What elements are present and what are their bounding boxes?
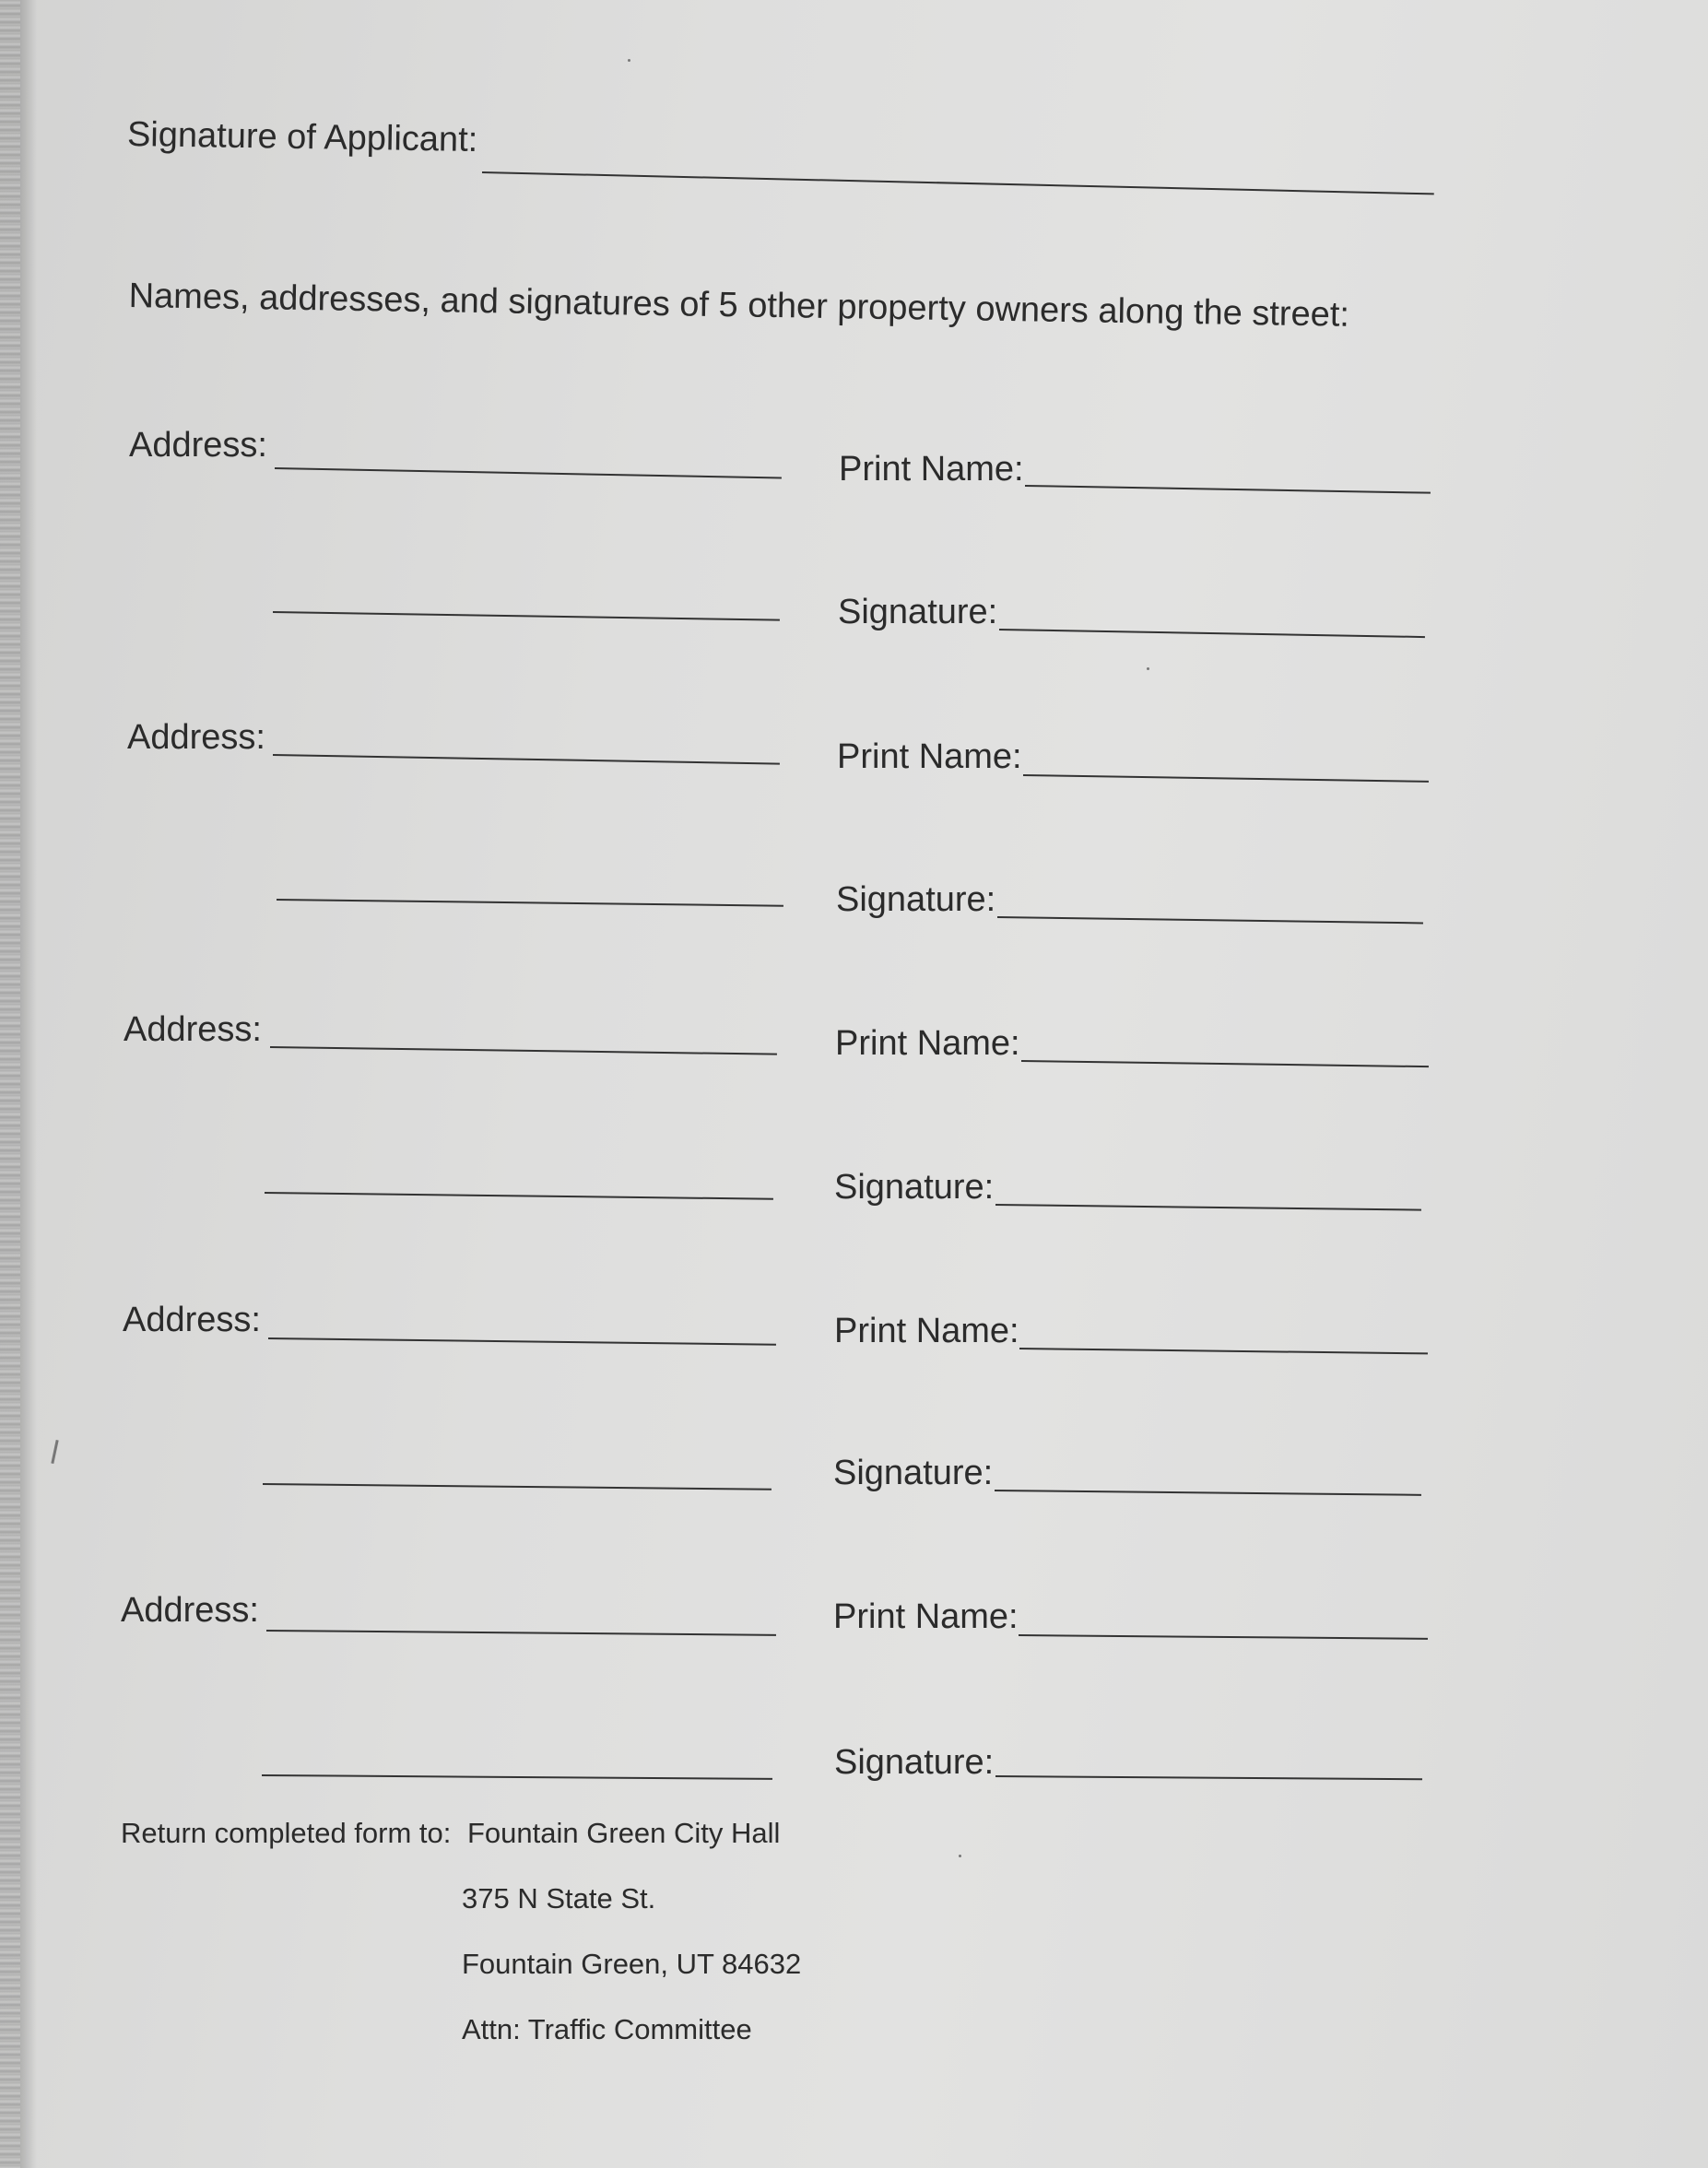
return-address-line: Attn: Traffic Committee	[462, 2013, 752, 2045]
address-line-2[interactable]	[263, 1483, 772, 1490]
paper-edge	[0, 0, 20, 2168]
address-label: Address:	[129, 426, 267, 465]
paper-edge-shadow	[20, 0, 37, 2168]
print-name-line[interactable]	[1021, 1060, 1429, 1067]
print-name-line[interactable]	[1025, 485, 1431, 494]
address-line-1[interactable]	[273, 754, 780, 765]
paper-speck	[1147, 667, 1149, 670]
return-address-line: 375 N State St.	[462, 1882, 656, 1915]
print-name-label: Print Name:	[839, 450, 1024, 489]
address-label: Address:	[123, 1301, 261, 1339]
address-line-1[interactable]	[266, 1630, 776, 1636]
address-line-2[interactable]	[273, 611, 780, 621]
address-label: Address:	[127, 718, 265, 757]
print-name-label: Print Name:	[837, 737, 1022, 776]
signature-label: Signature:	[834, 1168, 995, 1207]
signature-line[interactable]	[995, 1775, 1422, 1780]
address-line-1[interactable]	[268, 1337, 776, 1346]
address-line-1[interactable]	[275, 467, 782, 479]
paper-speck	[628, 59, 630, 62]
print-name-label: Print Name:	[835, 1024, 1020, 1063]
return-label: Return completed form to:	[121, 1817, 452, 1849]
signature-line[interactable]	[995, 1490, 1421, 1496]
signature-line[interactable]	[999, 629, 1425, 638]
signature-label: Signature:	[834, 1743, 995, 1782]
signature-label: Signature:	[838, 593, 998, 631]
return-address-line: Fountain Green, UT 84632	[462, 1948, 802, 1980]
address-line-2[interactable]	[265, 1192, 773, 1200]
print-name-line[interactable]	[1019, 1634, 1428, 1640]
address-line-2[interactable]	[277, 899, 783, 907]
print-name-line[interactable]	[1023, 774, 1429, 783]
print-name-label: Print Name:	[833, 1597, 1019, 1636]
address-label: Address:	[121, 1591, 259, 1630]
address-line-1[interactable]	[270, 1046, 777, 1055]
address-label: Address:	[124, 1010, 262, 1049]
pen-mark	[51, 1440, 58, 1464]
applicant-signature-line[interactable]	[482, 171, 1434, 194]
signature-line[interactable]	[997, 916, 1423, 924]
address-line-2[interactable]	[262, 1774, 772, 1780]
paper-speck	[959, 1855, 961, 1857]
return-address-line: Fountain Green City Hall	[467, 1817, 781, 1849]
signature-line[interactable]	[995, 1204, 1421, 1211]
print-name-line[interactable]	[1019, 1348, 1428, 1354]
signature-label: Signature:	[833, 1454, 994, 1492]
signature-label: Signature:	[836, 880, 996, 919]
owners-heading: Names, addresses, and signatures of 5 other property owners along the street:	[128, 277, 1350, 335]
print-name-label: Print Name:	[834, 1312, 1019, 1350]
applicant-signature-label: Signature of Applicant:	[126, 115, 478, 159]
